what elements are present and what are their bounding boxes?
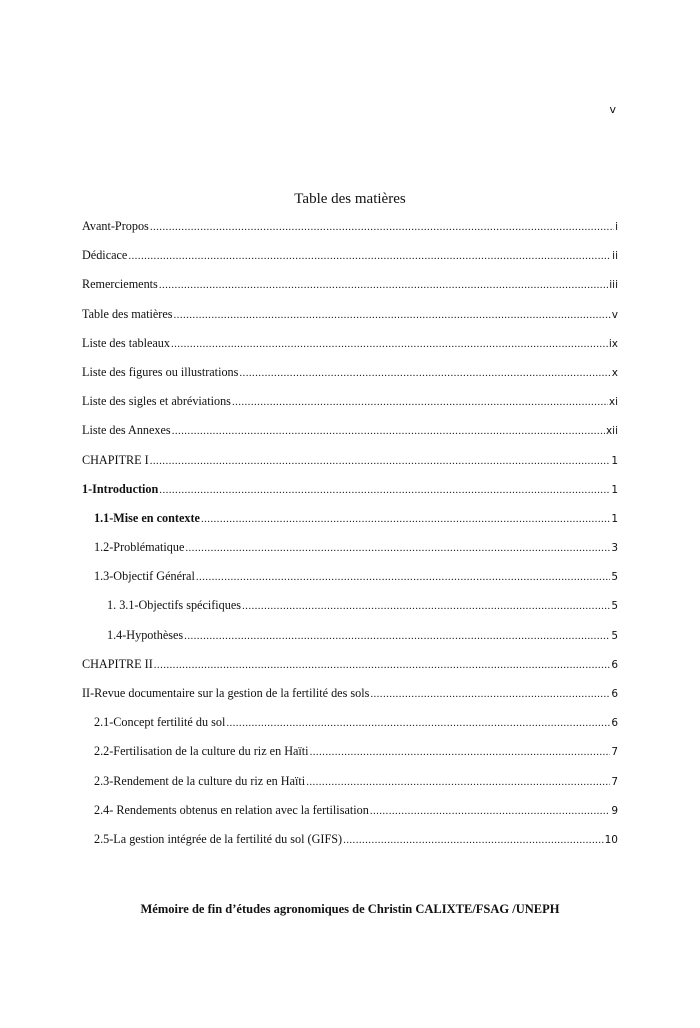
- dot-leader: [201, 513, 610, 525]
- toc-entry-label: 1.3-Objectif Général: [94, 569, 195, 584]
- toc-entry-page: x: [611, 366, 618, 379]
- toc-entry-label: Avant-Propos: [82, 219, 149, 233]
- dot-leader: [159, 279, 608, 291]
- toc-entry-label: 2.1-Concept fertilité du sol: [94, 715, 226, 730]
- toc-entry-label: 1-Introduction: [82, 481, 159, 496]
- toc-entry-label: CHAPITRE II: [82, 656, 153, 671]
- dot-leader: [370, 688, 610, 700]
- toc-entry-page: 1: [611, 512, 618, 525]
- toc-entry-label: 1. 3.1-Objectifs spécifiques: [107, 598, 242, 613]
- dot-leader: [159, 484, 610, 496]
- dot-leader: [185, 542, 610, 554]
- dot-leader: [242, 600, 610, 612]
- dot-leader: [184, 630, 610, 642]
- toc-entry[interactable]: [82, 336, 618, 365]
- toc-entry-page: ii: [612, 250, 618, 263]
- toc-entry[interactable]: [82, 832, 618, 861]
- toc-title: Table des matières: [294, 191, 406, 207]
- toc-entry-page: 6: [611, 717, 618, 730]
- toc-entry[interactable]: [82, 774, 618, 803]
- toc-entry[interactable]: [82, 628, 618, 657]
- toc-entry[interactable]: [82, 540, 618, 569]
- toc-entry-page: 1: [611, 454, 618, 467]
- toc-entry[interactable]: [82, 365, 618, 394]
- toc-entry-page: 7: [611, 746, 618, 759]
- toc-entry-label: Liste des sigles et abréviations: [82, 394, 231, 409]
- toc-entry-label: Remerciements: [82, 277, 158, 292]
- toc-entry-page: 7: [611, 775, 618, 788]
- dot-leader: [171, 338, 608, 350]
- toc-entry-label: 2.2-Fertilisation de la culture du riz en Haïti: [94, 744, 309, 759]
- toc-entry[interactable]: [82, 569, 618, 598]
- dot-leader: [128, 250, 611, 262]
- toc-entry-label: Dédicace: [82, 248, 128, 263]
- toc-entry-label: Liste des Annexes: [82, 423, 171, 438]
- toc-entry-label: 1.1-Mise en contexte: [94, 510, 200, 525]
- toc-entry[interactable]: [82, 277, 618, 306]
- dot-leader: [370, 805, 611, 817]
- toc-entry[interactable]: [82, 598, 618, 627]
- dot-leader: [154, 659, 611, 671]
- toc-entry-page: 5: [611, 600, 618, 613]
- dot-leader: [196, 571, 610, 583]
- toc-entry-label: CHAPITRE I: [82, 452, 149, 467]
- toc-entry-page: v: [611, 308, 618, 321]
- toc-entry-label: II-Revue documentaire sur la gestion de la fertilité des sols: [82, 686, 370, 700]
- toc-entry-page: 3: [611, 542, 618, 555]
- toc-entry-page: 1: [611, 483, 618, 496]
- dot-leader: [150, 221, 614, 233]
- dot-leader: [343, 834, 604, 846]
- dot-leader: [239, 367, 610, 379]
- toc-entry[interactable]: [82, 744, 618, 773]
- toc-entry-page: ix: [608, 337, 618, 350]
- dot-leader: [150, 455, 611, 467]
- toc-entry-label: 2.4- Rendements obtenus en relation avec la fertilisation: [94, 802, 369, 817]
- toc-entry[interactable]: [82, 511, 618, 540]
- document-footer: Mémoire de fin d’études agronomiques de Christin CALIXTE/FSAG /UNEPH: [140, 902, 560, 916]
- toc-entry-page: 5: [611, 571, 618, 584]
- toc-entry[interactable]: [82, 453, 618, 482]
- toc-entry-page: 5: [611, 629, 618, 642]
- toc-entry-page: xii: [605, 425, 618, 438]
- toc-entry[interactable]: [82, 715, 618, 744]
- dot-leader: [310, 746, 611, 758]
- toc-entry-page: i: [615, 221, 618, 233]
- toc-entry-page: 6: [611, 688, 618, 700]
- toc-entry-page: 10: [604, 833, 618, 846]
- toc-entry-label: 2.5-La gestion intégrée de la fertilité du sol (GIFS): [94, 831, 343, 846]
- toc-entry-label: Liste des figures ou illustrations: [82, 364, 239, 379]
- dot-leader: [172, 425, 605, 437]
- dot-leader: [232, 396, 608, 408]
- toc-entry-page: xi: [608, 396, 618, 409]
- dot-leader: [226, 717, 610, 729]
- toc-entry[interactable]: [82, 657, 618, 686]
- toc-entry[interactable]: [82, 803, 618, 832]
- dot-leader: [174, 309, 611, 321]
- toc-entry-label: Table des matières: [82, 306, 173, 321]
- dot-leader: [306, 776, 610, 788]
- toc-entry-label: 1.4-Hypothèses: [107, 627, 184, 642]
- toc-entry-page: 6: [611, 658, 618, 671]
- toc-entry[interactable]: [82, 307, 618, 336]
- toc-entry-label: 2.3-Rendement de la culture du riz en Haïti: [94, 773, 306, 788]
- toc-entry-page: iii: [609, 279, 618, 292]
- toc-entry-label: Liste des tableaux: [82, 335, 170, 350]
- toc-entry-page: 9: [611, 804, 618, 817]
- toc-entry[interactable]: [82, 423, 618, 452]
- toc-entry[interactable]: [82, 394, 618, 423]
- table-of-contents: [82, 219, 618, 861]
- toc-entry[interactable]: [82, 219, 618, 248]
- toc-entry-label: 1.2-Problématique: [94, 540, 185, 555]
- toc-entry[interactable]: [82, 248, 618, 277]
- toc-entry[interactable]: [82, 482, 618, 511]
- toc-entry[interactable]: [82, 686, 618, 715]
- page-number: v: [609, 103, 616, 116]
